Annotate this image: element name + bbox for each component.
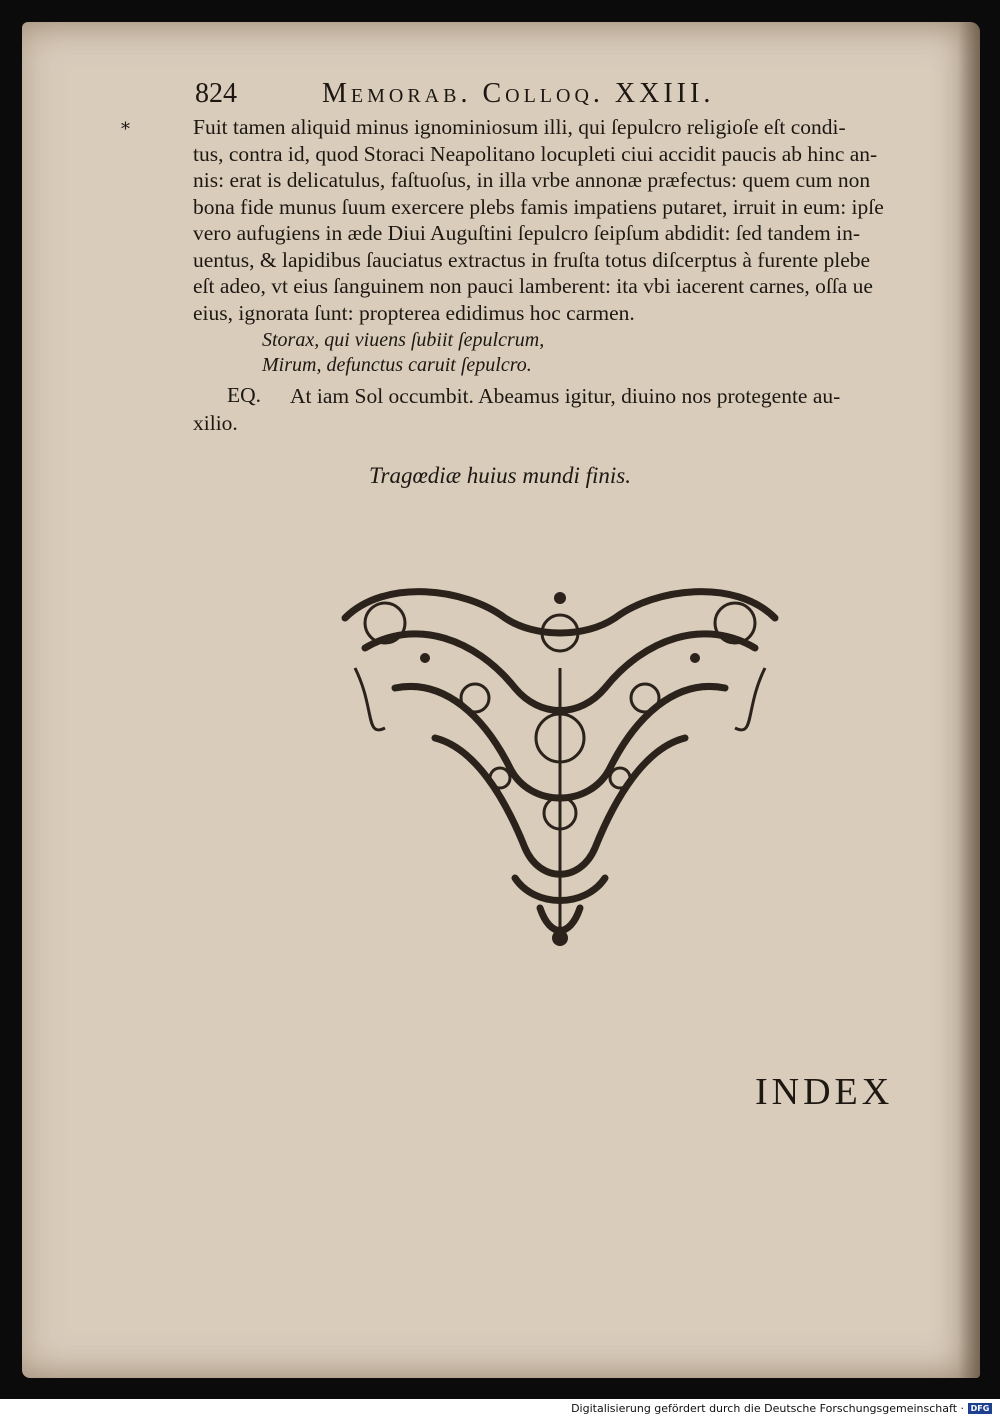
speaker-label: EQ. [227,383,262,407]
text-line: tus, contra id, quod Storaci Neapolitano locupleti ciui accidit paucis ab hinc an- [193,141,878,166]
finis-line: Tragœdiæ huius mundi finis. [368,463,631,488]
text-line: eſt adeo, vt eius ſanguinem non pauci lamberent: ita vbi iacerent carnes, oſſa ue [193,274,873,298]
speech-line: At iam Sol occumbit. Abeamus igitur, diuino nos protegente au- [290,384,841,408]
verse-line: Mirum, defunctus caruit ſepulcro. [262,354,532,376]
verse-line: Storax, qui viuens ſubiit ſepulcrum, [262,329,545,351]
speech-line: xilio. [193,410,238,435]
text-line: bona fide munus ſuum exercere plebs famis impatiens putaret, irruit in eum: ipſe [193,194,884,219]
closing-speech [193,383,933,436]
ornament-tailpiece-icon [325,578,795,950]
body-paragraph [193,114,928,326]
text-line: vero aufugiens in æde Diui Auguſtini ſepulcro ſeipſum abdidit: ſed tandem in- [193,221,860,245]
footer-credit: Digitalisierung gefördert durch die Deutsche Forschungsgemeinschaft · [571,1402,964,1415]
catchword: INDEX [755,1071,894,1113]
running-head: Memorab. Colloq. XXIII. [322,78,715,109]
margin-mark: * [121,119,130,140]
page-number: 824 [195,78,237,109]
verse-couplet [262,328,544,378]
text-line: Fuit tamen aliquid minus ignominiosum illi, qui ſepulcro religioſe eſt condi- [193,115,846,139]
text-line: uentus, & lapidibus ſauciatus extractus in fruſta totus diſcerptus à furente plebe [193,247,871,272]
text-line: nis: erat is delicatulus, faſtuoſus, in illa vrbe annonæ præfectus: quem cum non [193,168,871,192]
dfg-logo: DFG [968,1403,992,1414]
text-line: eius, ignorata ſunt: propterea edidimus hoc carmen. [193,300,635,325]
